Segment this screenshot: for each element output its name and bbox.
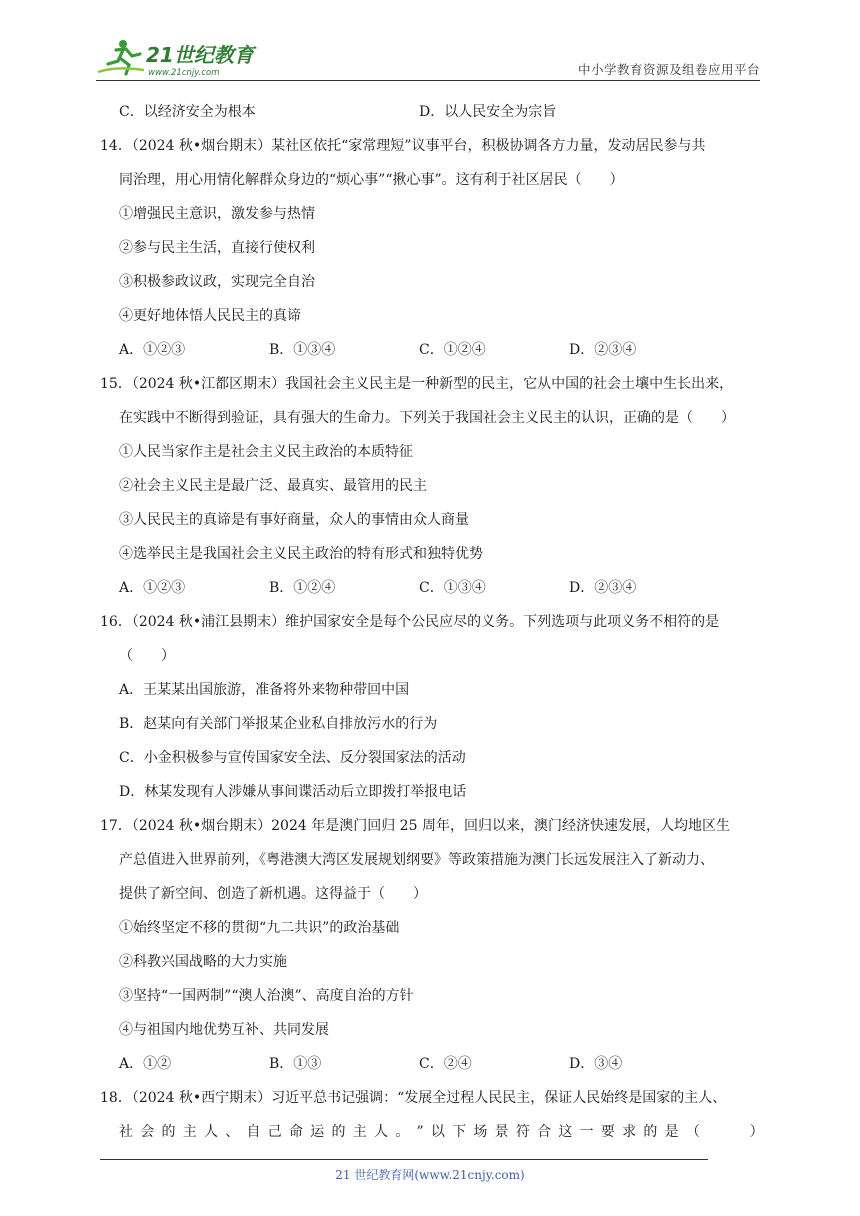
q18-line2-char: 主 [352,1124,367,1140]
q15-options [100,571,764,605]
q18-line2-char: 、 [225,1124,240,1140]
q17-options [100,1047,764,1081]
q14-option-c: C．①②④ [419,342,486,358]
q17-option-b: B．①③ [269,1056,322,1072]
q18-stem-line1: 18．（2024 秋•西宁期末）习近平总书记强调：“发展全过程人民民主，保证人民始终是国家的主人、 [100,1090,727,1106]
page-footer: 21 世纪教育网(www.21cnjy.com) [335,1168,525,1182]
svg-text:www.21cnjy.com: www.21cnjy.com [148,68,220,78]
q18-line2-char: 人 [204,1124,218,1140]
question-content [100,95,764,1149]
q16-stem-line2: （ ） [119,648,175,664]
q16-choice-a: A．王某某出国旅游，准备将外来物种带回中国 [119,682,410,698]
q15-option-b: B．①②④ [269,580,336,596]
q18-line2-char: 会 [140,1124,155,1140]
footer-divider [100,1159,708,1160]
header-divider [96,80,760,81]
prev-options-row [100,95,764,129]
q14-stem-line2: 同治理，用心用情化解群众身边的“烦心事”“揪心事”。这有利于社区居民（ ） [119,172,624,188]
q18-line2-char: 人 [374,1124,388,1140]
q18-line2-char: 合 [537,1124,552,1140]
q18-line2-char [707,1115,721,1149]
q14-item-3: ③积极参政议政，实现完全自治 [119,274,315,290]
svg-text:21世纪教育: 21世纪教育 [146,43,254,67]
q15-option-c: C．①③④ [419,580,486,596]
q15-option-d: D．②③④ [569,580,637,596]
q15-stem-line2: 在实践中不断得到验证，具有强大的生命力。下列关于我国社会主义民主的认识，正确的是（ ） [119,410,735,426]
q18-line2-char: ” [416,1124,424,1140]
q15-item-1: ①人民当家作主是社会主义民主政治的本质特征 [119,444,413,460]
q18-line2-char: 要 [600,1124,615,1140]
q18-stem-line2 [100,1115,764,1149]
q18-line2-char [728,1115,742,1149]
site-logo [96,36,266,80]
q14-item-2: ②参与民主生活，直接行使权利 [119,240,315,256]
q18-line2-char: 主 [182,1124,197,1140]
q17-item-1: ①始终坚定不移的贯彻“九二共识”的政治基础 [119,920,400,936]
q18-line2-char: 求 [622,1124,637,1140]
q18-line2-char: 景 [494,1124,509,1140]
q17-stem-line1: 17．（2024 秋•烟台期末）2024 年是澳门回归 25 周年，回归以来，澳门经济快速发展，人均地区生 [100,818,730,834]
q18-line2-char: 自 [246,1124,261,1140]
q17-item-4: ④与祖国内地优势互补、共同发展 [119,1022,329,1038]
q18-line2-char: 己 [267,1124,282,1140]
platform-name: 中小学教育资源及组卷应用平台 [577,62,760,77]
q17-item-2: ②科教兴国战略的大力实施 [119,954,287,970]
q14-option-b: B．①③④ [269,342,336,358]
q18-line2-char: （ [685,1124,700,1140]
q18-line2-char: 的 [643,1124,658,1140]
q16-choice-c: C．小金积极参与宣传国家安全法、反分裂国家法的活动 [119,750,466,766]
q18-line2-char: 是 [664,1124,679,1140]
q18-line2-char: 的 [161,1124,176,1140]
q18-line2-char: 运 [310,1124,325,1140]
q16-choice-b: B．赵某向有关部门举报某企业私自排放污水的行为 [119,716,438,732]
q14-option-a: A．①②③ [119,342,186,358]
q15-item-2: ②社会主义民主是最广泛、最真实、最管用的民主 [119,478,427,494]
q18-line2-char: 场 [473,1124,488,1140]
q15-item-3: ③人民民主的真谛是有事好商量，众人的事情由众人商量 [119,512,469,528]
page-header [96,30,760,82]
q15-option-a: A．①②③ [119,580,186,596]
q18-line2-char: 以 [430,1124,445,1140]
q16-choice-d: D．林某发现有人涉嫌从事间谍活动后立即拨打举报电话 [119,784,467,800]
q18-line2-char: 下 [452,1124,467,1140]
q15-stem-line1: 15．（2024 秋•江都区期末）我国社会主义民主是一种新型的民主，它从中国的社会土壤中生长出来， [100,376,734,392]
q14-item-1: ①增强民主意识，激发参与热情 [119,206,315,222]
q18-line2-char: 。 [395,1124,410,1140]
q14-item-4: ④更好地体悟人民民主的真谛 [119,308,301,324]
q18-line2-char: ） [749,1124,764,1140]
q17-stem-line3: 提供了新空间、创造了新机遇。这得益于（ ） [119,886,427,902]
q18-line2-char: 一 [579,1124,594,1140]
option-d: D．以人民安全为宗旨 [419,104,557,120]
q17-stem-line2: 产总值进入世界前列，《粤港澳大湾区发展规划纲要》等政策措施为澳门长远发展注入了新动力、 [119,852,714,868]
q17-item-3: ③坚持“一国两制”“澳人治澳”、高度自治的方针 [119,988,414,1004]
q14-option-d: D．②③④ [569,342,637,358]
q18-line2-char: 的 [331,1124,346,1140]
q17-option-d: D．③④ [569,1056,623,1072]
q14-options [100,333,764,367]
q16-stem-line1: 16．（2024 秋•浦江县期末）维护国家安全是每个公民应尽的义务。下列选项与此项义务不相符的是 [100,614,720,630]
q18-line2-char: 社 [119,1124,133,1140]
q17-option-a: A．①② [119,1056,172,1072]
q18-line2-char: 符 [515,1124,530,1140]
option-c: C．以经济安全为根本 [119,104,256,120]
q18-line2-char: 这 [558,1124,573,1140]
q15-item-4: ④选举民主是我国社会主义民主政治的特有形式和独特优势 [119,546,483,562]
q18-line2-char: 命 [289,1124,303,1140]
q14-stem-line1: 14．（2024 秋•烟台期末）某社区依托“家常理短”议事平台，积极协调各方力量，发动居民参与共 [100,138,706,154]
q17-option-c: C．②④ [419,1056,472,1072]
